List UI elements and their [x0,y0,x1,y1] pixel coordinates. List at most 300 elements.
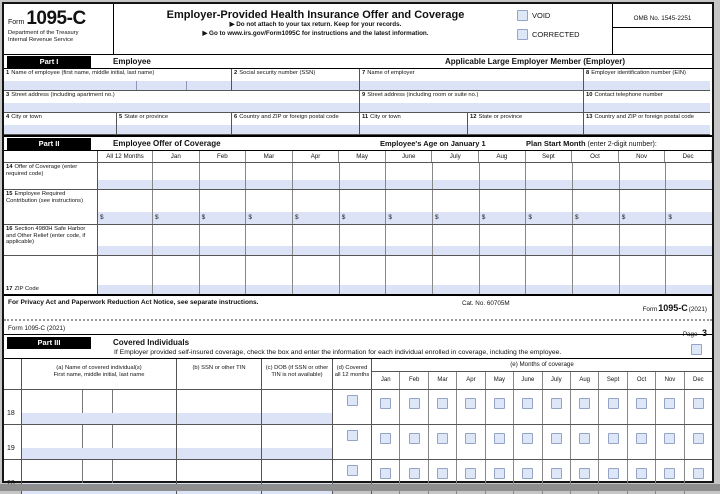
dollar-sign: $ [668,214,673,221]
month-checkbox[interactable] [608,398,619,409]
instruction-bullet-1: ▶ Do not attach to your tax return. Keep for your records. [229,21,402,28]
employer-row-1 [360,69,710,91]
field-11-number: 11 [362,114,369,120]
offer-code-input[interactable] [666,180,712,189]
offer-code-input[interactable] [293,180,339,189]
employer-state-input[interactable] [468,125,583,134]
safe-harbor-cell [433,225,480,255]
field-6-label [234,114,357,121]
zip-code-input[interactable] [98,285,152,294]
contribution-input[interactable] [98,212,152,224]
col-feb: Feb [200,151,247,162]
col-a-line1: (a) Name of covered individual(s) [56,365,142,371]
part2-title: Employee Offer of Coverage [113,139,221,148]
month-checkbox[interactable] [465,398,476,409]
contribution-input[interactable] [666,212,712,224]
form-number-block [4,4,114,54]
covered-dob-input[interactable] [262,448,332,459]
part2-months-header [4,151,712,163]
employee-row-2 [4,91,360,113]
plan-start-month [526,139,657,148]
month-may: May [486,372,514,389]
form-number-line [8,8,110,30]
part1-badge: Part I [7,56,91,68]
contribution-cell [480,190,527,224]
col-apr: Apr [293,151,340,162]
name-divider-tick [82,425,83,448]
zip-code-cell [200,256,247,294]
field-10-label [586,92,708,99]
safe-harbor-input[interactable] [246,246,292,255]
covered-dob-cell [262,390,333,424]
name-divider-tick [82,460,83,483]
offer-code-cell [573,163,620,189]
zip-code-input[interactable] [573,285,619,294]
field-13-label [586,114,708,121]
safe-harbor-cell [386,225,433,255]
col-b-header: (b) SSN or other TIN [177,359,262,389]
void-label: VOID [532,11,551,20]
part3-table-header [4,359,712,390]
month-cell [599,425,627,459]
dollar-sign: $ [295,214,299,221]
contribution-cell [386,190,433,224]
safe-harbor-cell [293,225,340,255]
employer-name-input[interactable] [360,81,583,90]
field-1-name-of-employee [4,69,232,90]
safe-harbor-input[interactable] [386,246,432,255]
row-17-text: ZIP Code [14,285,39,292]
employer-row-2 [360,91,710,113]
col-e-header [372,359,712,389]
footer-form-reference [643,298,707,316]
month-dec: Dec [693,377,704,383]
offer-code-input[interactable] [480,180,526,189]
month-cell [457,425,485,459]
agency-line-2: Internal Revenue Service [8,36,74,43]
month-cell [628,390,656,424]
offer-code-cell [480,163,527,189]
contribution-cell [293,190,340,224]
row-19-number: 19 [4,425,22,459]
field-4-label [6,114,114,121]
offer-code-input[interactable] [153,180,199,189]
safe-harbor-cell [526,225,573,255]
safe-harbor-input[interactable] [620,246,666,255]
field-12-state [468,113,584,134]
zip-code-input[interactable] [666,285,712,294]
contribution-cell [526,190,573,224]
field-2-ssn [232,69,360,90]
month-checkbox[interactable] [636,433,647,444]
dollar-sign: $ [621,214,626,221]
field-1-label [6,70,229,77]
month-checkbox[interactable] [380,398,391,409]
zip-code-input[interactable] [386,285,432,294]
employee-row-3 [4,113,360,135]
row-14-offer-of-coverage [4,163,712,190]
employee-city-input[interactable] [4,125,116,134]
field-13-text: Country and ZIP or foreign postal code [594,114,694,120]
employee-row-1 [4,69,360,91]
field-4-text: City or town [11,114,42,120]
offer-code-input[interactable] [573,180,619,189]
safe-harbor-cell [200,225,247,255]
month-checkbox[interactable] [664,398,675,409]
plan-start-month-hint: (enter 2-digit number): [587,141,657,148]
month-cell [685,425,712,459]
safe-harbor-input[interactable] [293,246,339,255]
safe-harbor-cell [480,225,527,255]
zip-code-input[interactable] [293,285,339,294]
covered-all12-checkbox[interactable] [347,430,358,441]
offer-code-input[interactable] [246,180,292,189]
month-checkbox[interactable] [636,398,647,409]
field-8-text: Employer identification number (EIN) [591,70,686,76]
month-checkbox[interactable] [551,398,562,409]
employee-name-input[interactable] [4,81,231,90]
employer-street-input[interactable] [360,103,583,112]
col-jan: Jan [153,151,200,162]
name-divider-tick [186,81,187,90]
contribution-input[interactable] [386,212,432,224]
contribution-input[interactable] [246,212,292,224]
zip-code-cell [293,256,340,294]
page3-form-reference: Form 1095-C (2021) [8,325,66,332]
field-2-label [234,70,357,77]
month-checkbox[interactable] [579,398,590,409]
month-cell [543,390,571,424]
dollar-sign: $ [100,214,104,221]
zip-code-input[interactable] [153,285,199,294]
month-checkbox[interactable] [693,468,704,479]
row-15-text: Employee Required Contribution (see instructions) [6,191,84,204]
zip-code-cell [526,256,573,294]
field-3-street [4,91,360,112]
covered-all12-cell [333,425,372,459]
contribution-input[interactable] [573,212,619,224]
offer-code-cell [246,163,293,189]
col-dec: Dec [665,151,712,162]
void-row [517,10,612,21]
month-checkbox[interactable] [380,433,391,444]
month-cell [628,425,656,459]
safe-harbor-input[interactable] [433,246,479,255]
field-8-label [586,70,708,77]
field-3-label [6,92,357,99]
safe-harbor-input[interactable] [200,246,246,255]
month-cell [400,390,428,424]
offer-code-input[interactable] [620,180,666,189]
catalog-number: Cat. No. 60705M [462,300,510,307]
month-checkbox[interactable] [494,468,505,479]
field-8-number: 8 [586,70,590,76]
part3-instruction: If Employer provided self-insured coverage, check the box and enter the information for each individual enrolled in coverage, including the employee. [114,349,562,356]
field-3-text: Street address (including apartment no.) [11,92,115,98]
month-checkbox[interactable] [409,468,420,479]
field-3-number: 3 [6,92,10,98]
contribution-input[interactable] [293,212,339,224]
covered-name-input[interactable] [22,448,176,459]
month-checkbox[interactable] [409,433,420,444]
corrected-checkbox[interactable] [517,29,528,40]
col-may: May [339,151,386,162]
row-16-number: 16 [6,226,13,232]
month-checkbox[interactable] [522,468,533,479]
contribution-cell [153,190,200,224]
offer-code-input[interactable] [526,180,572,189]
contribution-input[interactable] [526,212,572,224]
safe-harbor-input[interactable] [573,246,619,255]
month-cell [486,390,514,424]
safe-harbor-cell [246,225,293,255]
employer-row-3 [360,113,710,135]
part3-head [4,335,712,359]
covered-all12-checkbox[interactable] [347,395,358,406]
offer-code-input[interactable] [386,180,432,189]
employer-fields [360,69,710,135]
month-checkbox[interactable] [437,398,448,409]
zip-code-input[interactable] [620,285,666,294]
month-checkbox[interactable] [551,433,562,444]
zip-code-input[interactable] [433,285,479,294]
col-june: June [386,151,433,162]
covered-all12-cell [333,390,372,424]
col-a-line2: First name, middle initial, last name [53,372,145,378]
contribution-cell [200,190,247,224]
safe-harbor-input[interactable] [98,246,152,255]
col-sept: Sept [526,151,573,162]
covered-dob-cell [262,425,333,459]
row-15-label [4,190,98,224]
month-cell [685,390,712,424]
safe-harbor-cell [666,225,712,255]
corrected-row [517,29,612,40]
month-checkbox[interactable] [409,398,420,409]
field-2-text: Social security number (SSN) [239,70,316,76]
month-cell [429,390,457,424]
month-name-row [372,372,712,389]
zip-code-cell [433,256,480,294]
offer-code-cell [200,163,247,189]
covered-all12-checkbox[interactable] [347,465,358,476]
month-checkbox[interactable] [380,468,391,479]
row-14-number: 14 [6,164,13,170]
field-5-label [119,114,229,121]
zip-code-cell [666,256,712,294]
dollar-sign: $ [435,214,439,221]
name-divider-tick [112,390,113,413]
offer-code-cell [433,163,480,189]
zip-code-cell [153,256,200,294]
col-aug: Aug [479,151,526,162]
offer-code-cell [340,163,387,189]
month-checkbox[interactable] [608,468,619,479]
safe-harbor-cell [98,225,153,255]
col-july: July [432,151,479,162]
field-1-text: Name of employee (first name, middle initial, last name) [11,70,155,76]
contribution-cell [246,190,293,224]
month-checkbox[interactable] [664,468,675,479]
month-checkbox[interactable] [494,433,505,444]
covered-name-cell [22,425,177,459]
contribution-input[interactable] [200,212,246,224]
zip-code-cell [620,256,667,294]
month-checkbox[interactable] [693,398,704,409]
contribution-input[interactable] [620,212,666,224]
part3-title-row [4,337,712,348]
col-d-header: (d) Covered all 12 months [333,359,372,389]
month-cell [486,425,514,459]
field-13-number: 13 [586,114,593,120]
field-11-label [362,114,465,121]
month-cell [514,425,542,459]
field-2-number: 2 [234,70,238,76]
month-oct: Oct [628,372,656,389]
month-checkbox[interactable] [522,398,533,409]
field-9-number: 9 [362,92,366,98]
zip-code-input[interactable] [480,285,526,294]
zip-code-input[interactable] [340,285,386,294]
contribution-input[interactable] [433,212,479,224]
field-9-street [360,91,584,112]
form-word: Form [8,19,25,26]
employee-country-input[interactable] [232,125,359,134]
month-cell [514,390,542,424]
form-header [4,4,712,55]
offer-code-cell [153,163,200,189]
covered-ssn-cell [177,425,262,459]
safe-harbor-input[interactable] [340,246,386,255]
offer-code-input[interactable] [433,180,479,189]
dollar-sign: $ [201,214,206,221]
covered-ssn-input[interactable] [177,413,261,424]
month-cell [400,425,428,459]
part2-header-spacer [4,151,98,162]
zip-code-input[interactable] [246,285,292,294]
employee-street-input[interactable] [4,103,359,112]
safe-harbor-input[interactable] [153,246,199,255]
employer-city-input[interactable] [360,125,467,134]
contribution-input[interactable] [480,212,526,224]
month-checkbox[interactable] [465,433,476,444]
contribution-input[interactable] [153,212,199,224]
month-checkbox[interactable] [437,468,448,479]
employer-country-input[interactable] [584,125,710,134]
employee-state-input[interactable] [117,125,231,134]
month-checkbox[interactable] [664,433,675,444]
part2-badge: Part II [7,138,91,150]
void-checkbox[interactable] [517,10,528,21]
page1-footer [4,294,712,313]
safe-harbor-input[interactable] [526,246,572,255]
row-17-label [4,256,98,294]
row-18-number: 18 [4,390,22,424]
zip-code-cell [98,256,153,294]
part1-employee-title: Employee [113,57,151,66]
covered-name-input[interactable] [22,413,176,424]
contribution-cell [340,190,387,224]
contribution-input[interactable] [340,212,386,224]
safe-harbor-input[interactable] [666,246,712,255]
covered-ssn-input[interactable] [177,448,261,459]
employee-ssn-input[interactable] [232,81,359,90]
name-divider-tick [112,425,113,448]
page3-header [4,321,712,338]
covered-individual-row-19 [4,425,712,460]
field-8-ein [584,69,710,90]
offer-code-input[interactable] [98,180,152,189]
month-checkbox[interactable] [437,433,448,444]
privacy-act-notice: For Privacy Act and Paperwork Reduction Act Notice, see separate instructions. [8,299,259,306]
void-corrected-block [517,4,612,54]
month-checkbox[interactable] [522,433,533,444]
field-10-text: Contact telephone number [594,92,663,98]
part2-bar [4,135,712,151]
part1-bar [4,55,712,69]
safe-harbor-cell [620,225,667,255]
covered-dob-input[interactable] [262,413,332,424]
field-5-state [117,113,232,134]
footer-form-year: (2021) [688,306,707,313]
form-title: Employer-Provided Health Insurance Offer and Coverage [166,9,465,21]
contribution-cell [433,190,480,224]
month-checkbox[interactable] [551,468,562,479]
field-9-label [362,92,581,99]
zip-code-cell [340,256,387,294]
month-cell [656,390,684,424]
plan-start-month-bold: Plan Start Month [526,139,586,148]
field-12-text: State or province [478,114,523,120]
self-insured-checkbox[interactable] [691,344,702,355]
row-15-number: 15 [6,191,13,197]
field-5-text: State or province [124,114,169,120]
row-14-label [4,163,98,189]
offer-code-input[interactable] [200,180,246,189]
offer-code-input[interactable] [340,180,386,189]
month-checkbox[interactable] [608,433,619,444]
field-4-city [4,113,117,134]
safe-harbor-input[interactable] [480,246,526,255]
omb-number: OMB No. 1545-2251 [613,15,712,28]
employer-phone-input[interactable] [584,103,710,112]
month-checkbox[interactable] [494,398,505,409]
col-oct: Oct [572,151,619,162]
month-checkbox[interactable] [579,468,590,479]
name-divider-tick [136,81,137,90]
field-13-country-zip [584,113,710,134]
field-12-label [470,114,581,121]
month-checkbox[interactable] [579,433,590,444]
zip-code-input[interactable] [526,285,572,294]
field-11-text: City or town [370,114,401,120]
field-11-city [360,113,468,134]
page-number: 3 [701,328,707,338]
zip-code-input[interactable] [200,285,246,294]
field-9-text: Street address (including room or suite no.) [367,92,479,98]
month-checkbox[interactable] [636,468,647,479]
employer-ein-input[interactable] [584,81,710,90]
month-checkbox[interactable] [693,433,704,444]
month-checkbox[interactable] [465,468,476,479]
field-7-employer-name [360,69,584,90]
field-10-phone [584,91,710,112]
field-12-number: 12 [470,114,477,120]
offer-code-cell [526,163,573,189]
col-c-header: (c) DOB (if SSN or other TIN is not available) [262,359,333,389]
row-17-zip-code [4,256,712,294]
page-word: Page [682,331,698,338]
